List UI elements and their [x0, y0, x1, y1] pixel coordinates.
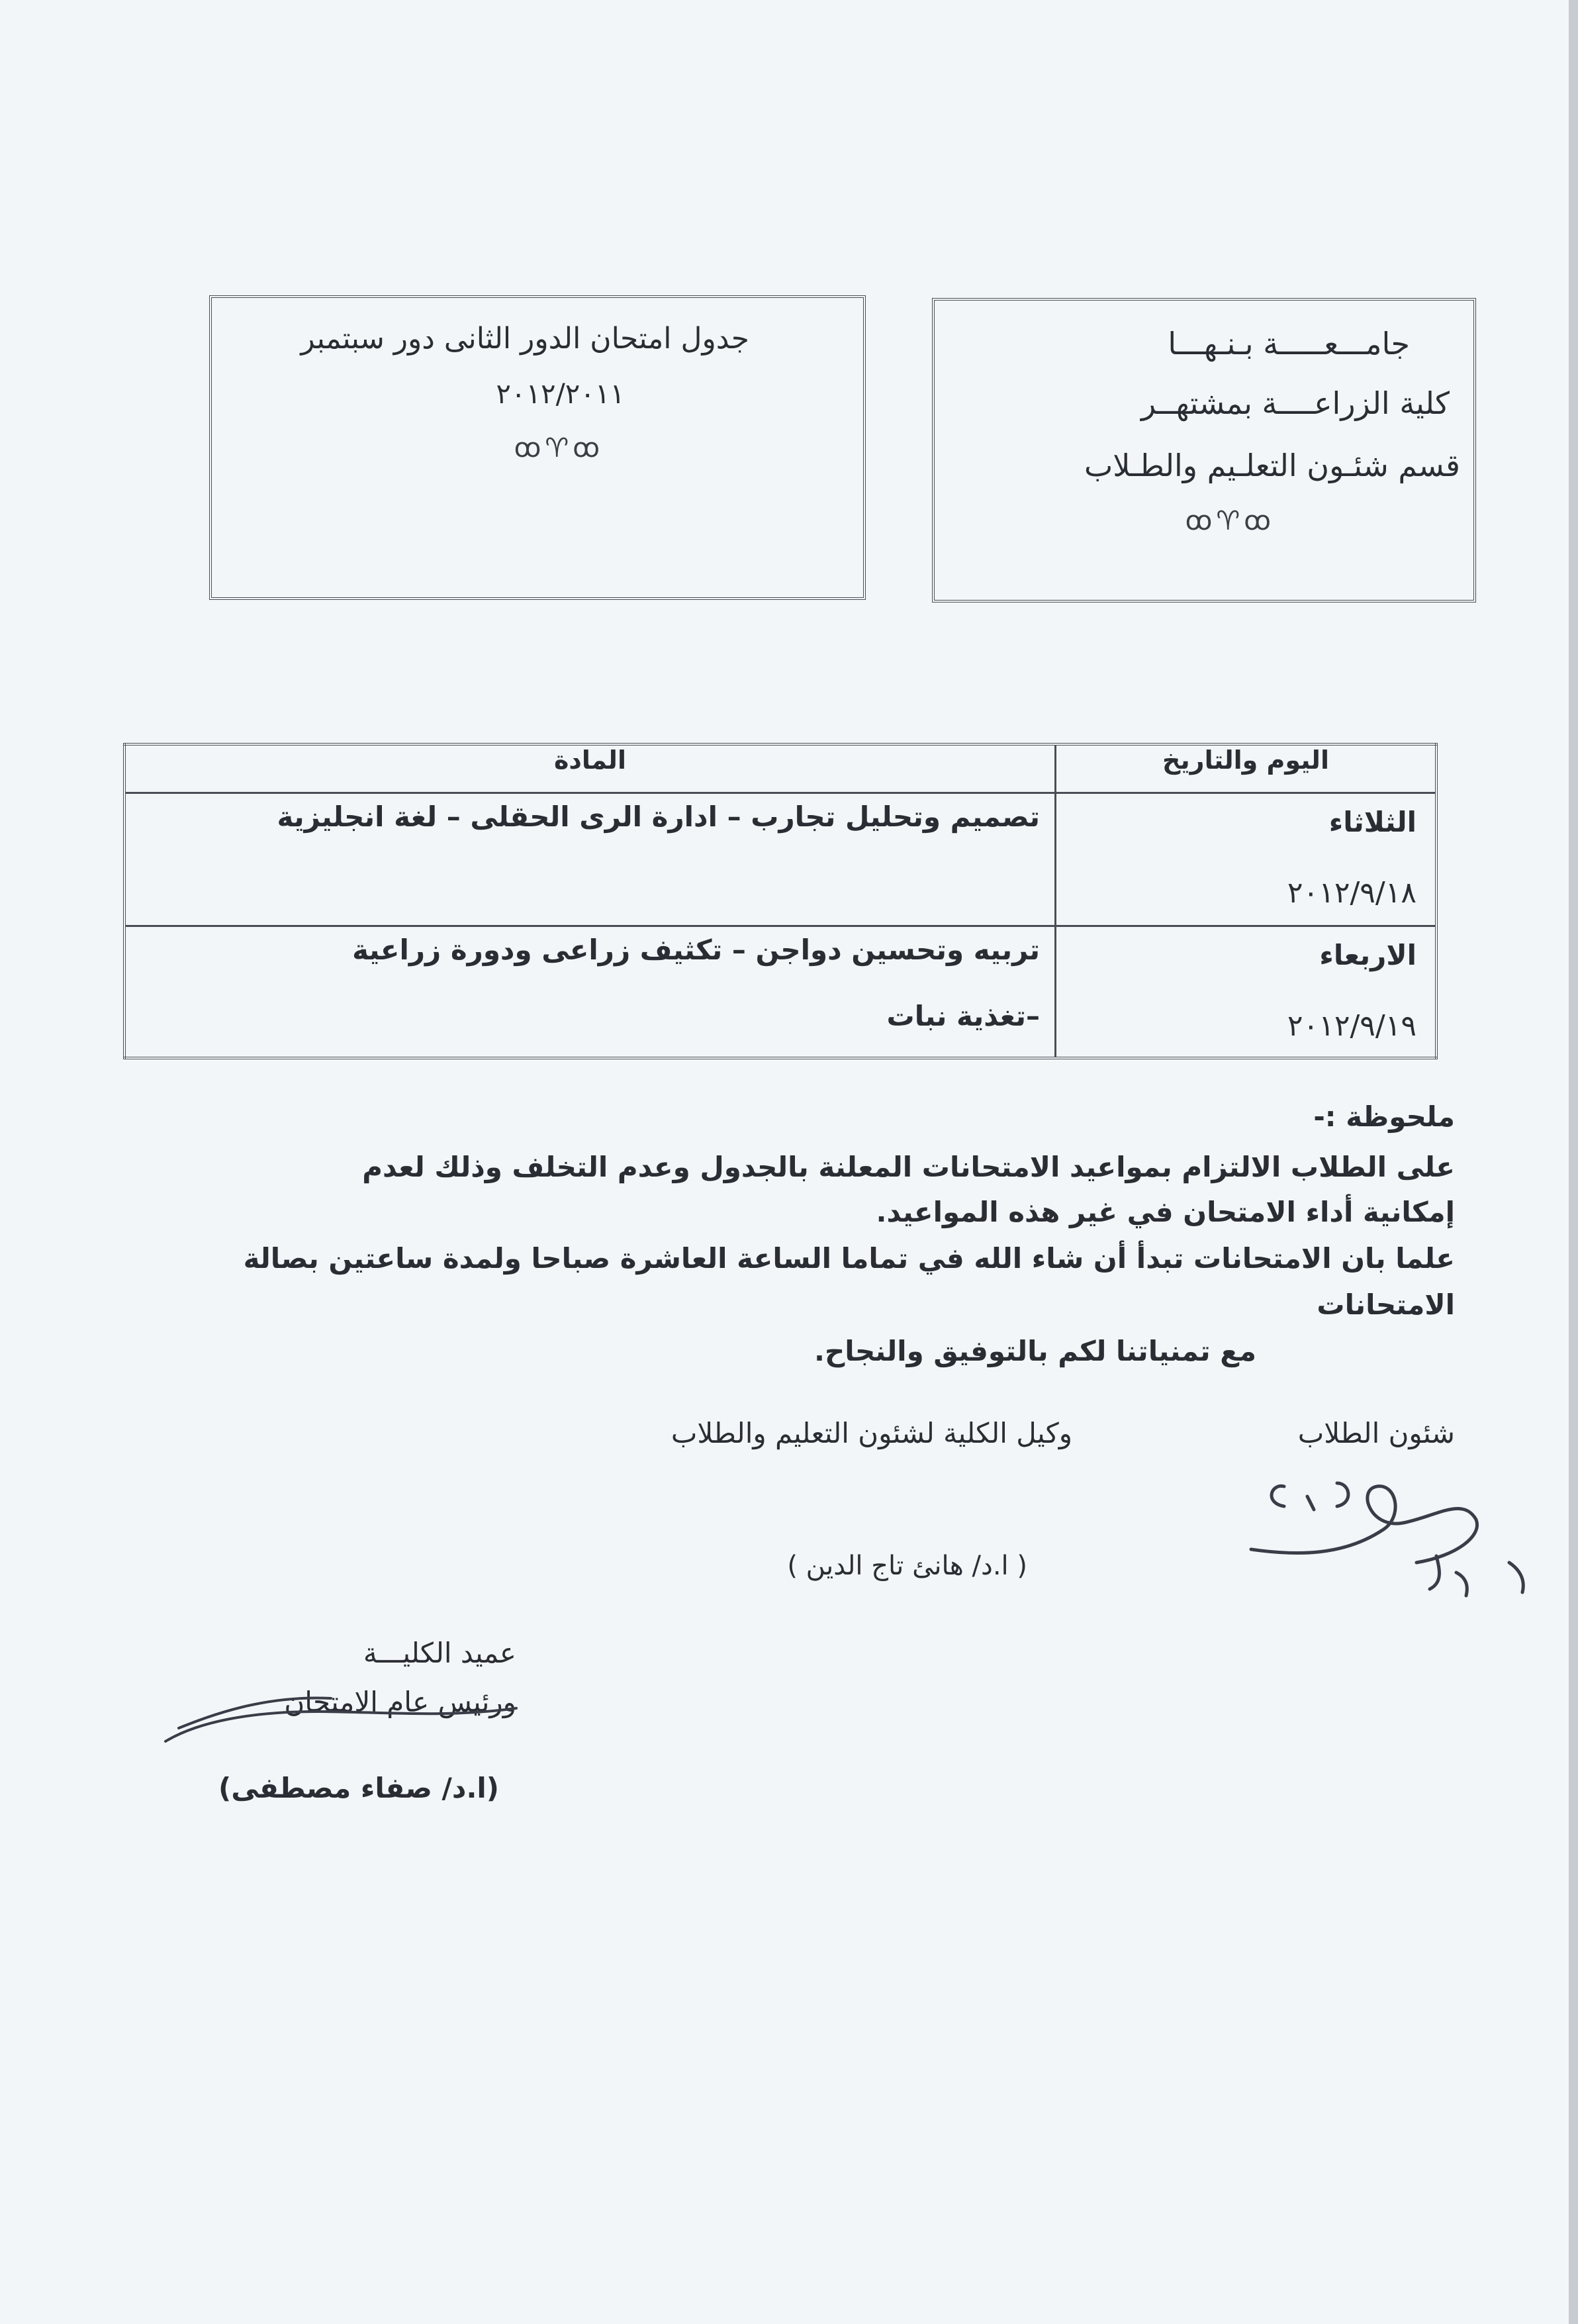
faculty-name: كلية الزراعــــة بمشتهــر	[1141, 385, 1450, 421]
vice-dean-title: وكيل الكلية لشئون التعليم والطلاب	[671, 1417, 1072, 1449]
academic-year: ٢٠١٢/٢٠١١	[496, 377, 625, 410]
note-line: علما بان الامتحانات تبدأ أن شاء الله في تماما الساعة العاشرة صباحا ولمدة ساعتين بصالة	[243, 1242, 1455, 1275]
note-title: ملحوظة :-	[1313, 1100, 1455, 1133]
scan-edge	[1569, 0, 1578, 2324]
handwritten-signature	[1244, 1457, 1549, 1602]
subject-cell	[124, 926, 1056, 1059]
note-line: على الطلاب الالتزام بمواعيد الامتحانات المعلنة بالجدول وعدم التخلف وذلك لعدم	[362, 1151, 1455, 1183]
day-date-cell	[1056, 793, 1437, 926]
note-line: إمكانية أداء الامتحان في غير هذه المواعيد.	[876, 1196, 1455, 1228]
subject-line: –تغذية نبات	[886, 1000, 1040, 1032]
subject-line: تصميم وتحليل تجارب – ادارة الرى الحقلى – لغة انجليزية	[277, 800, 1040, 833]
day-name: الاربعاء	[1319, 939, 1416, 971]
header-day-date: اليوم والتاريخ	[1056, 744, 1437, 793]
day-date-cell	[1056, 926, 1437, 1059]
schedule-title: جدول امتحان الدور الثانى دور سبتمبر	[301, 322, 749, 356]
dean-name: (ا.د/ صفاء مصطفى)	[218, 1772, 499, 1804]
exam-chair-title: ورئيس عام الامتحان	[284, 1686, 516, 1718]
institution-header-box	[932, 298, 1476, 603]
dean-title: عميد الكليـــة	[363, 1637, 516, 1669]
note-line: الامتحانات	[1317, 1288, 1455, 1321]
exam-date: ٢٠١٢/٩/١٨	[1287, 876, 1416, 910]
university-name: جامـــعـــــة بـنـهـــا	[1168, 326, 1410, 362]
subject-cell	[124, 793, 1056, 926]
table-row	[124, 926, 1436, 1059]
vice-dean-name: ( ا.د/ هانئ تاج الدين )	[787, 1551, 1027, 1581]
exam-date: ٢٠١٢/٩/١٩	[1287, 1009, 1416, 1043]
department-name: قسم شئـون التعلـيم والطـلاب	[1084, 448, 1460, 483]
subject-line: تربيه وتحسين دواجن – تكثيف زراعى ودورة زراعية	[352, 934, 1040, 966]
student-affairs-label: شئون الطلاب	[1297, 1417, 1455, 1449]
ornament-icon: ꝏ♈ꝏ	[1185, 506, 1275, 536]
schedule-header-box	[209, 295, 866, 600]
header-subject: المادة	[124, 744, 1056, 793]
day-name: الثلاثاء	[1328, 806, 1416, 838]
table-row	[124, 793, 1436, 926]
exam-schedule-table	[123, 743, 1438, 1059]
closing-wish: مع تمنياتنا لكم بالتوفيق والنجاح.	[814, 1335, 1256, 1367]
ornament-icon: ꝏ♈ꝏ	[514, 433, 604, 463]
handwritten-signature	[159, 1682, 530, 1761]
table-header-row	[124, 744, 1436, 793]
